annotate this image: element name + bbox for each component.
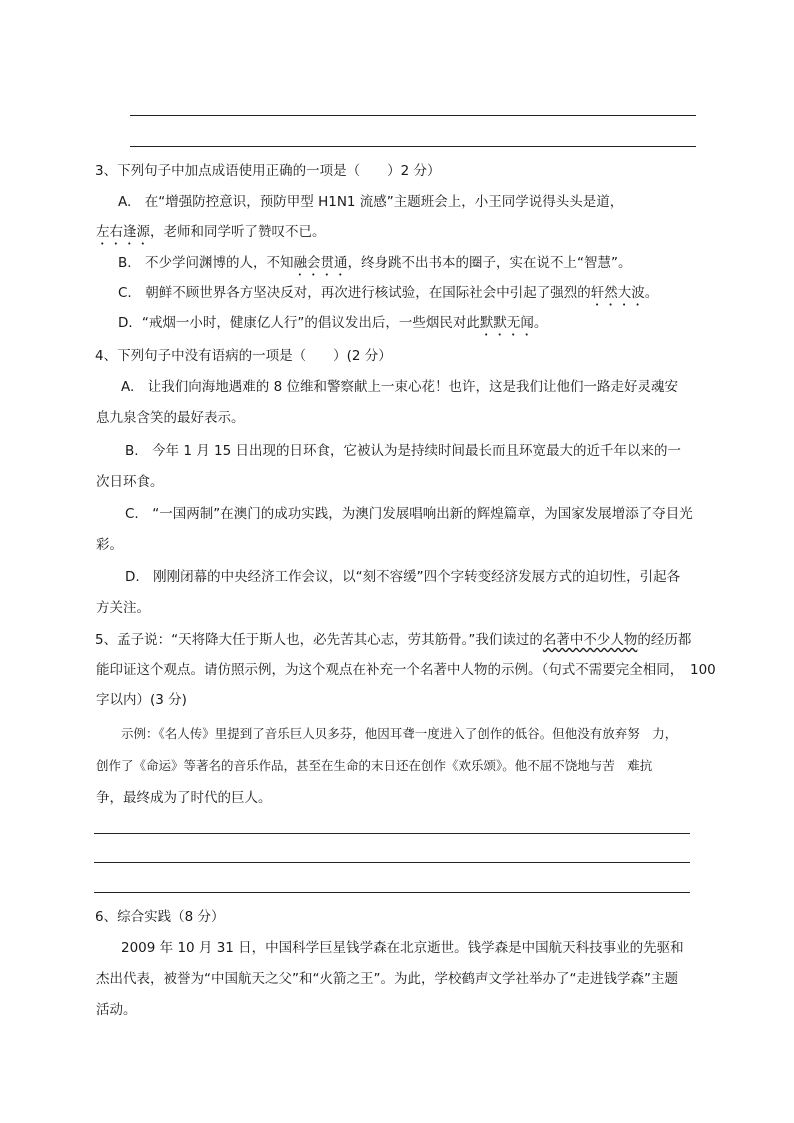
option-text: ，老师和同学听了赞叹不已。 <box>150 224 326 240</box>
question-5-stem-line2: 能印证这个观点。请仿照示例，为这个观点在补充一个名著中人物的示例。（句式不需要完全相同， 100 <box>96 662 716 678</box>
question-6-paragraph-line3: 活动。 <box>96 1002 137 1018</box>
question-4-stem: 4、下列句子中没有语病的一项是（ ）(2 分） <box>95 348 392 364</box>
stem-text: 的经历都 <box>637 632 692 648</box>
question-4-option-d-line2: 方关注。 <box>96 600 150 616</box>
emphasis-wavy: 名著中不少人物 <box>542 632 638 648</box>
stem-text: 5、孟子说：“天将降大任于斯人也，必先苦其心志，劳其筋骨。”我们读过的 <box>95 632 543 648</box>
question-3-option-a-line2 <box>96 222 326 248</box>
idiom-emphasis: 融会贯通 <box>293 255 348 271</box>
question-4-option-b-line1: B. 今年 1 月 15 日出现的日环食，它被认为是持续时间最长而且环宽最大的近千年以来的一 <box>125 443 681 459</box>
question-5-stem-line1 <box>95 630 691 650</box>
option-text: D．“戒烟一小时，健康亿人行”的倡议发出后，一些烟民对此 <box>118 315 480 331</box>
answer-line-top-1 <box>130 115 696 116</box>
question-6-paragraph-line2: 杰出代表，被誉为“中国航天之父”和“火箭之王”。为此，学校鹤声文学社举办了“走进钱学森”主题 <box>96 971 678 987</box>
question-4-option-c-line1: C. “一国两制”在澳门的成功实践，为澳门发展唱响出新的辉煌篇章，为国家发展增添了夺目光 <box>125 506 693 522</box>
question-4-option-c-line2: 彩。 <box>96 537 123 553</box>
answer-line-top-2 <box>130 146 696 147</box>
question-4-option-a-line2: 息九泉含笑的最好表示。 <box>96 410 245 426</box>
answer-line-q5-2 <box>94 862 690 863</box>
option-text: 。 <box>644 285 659 301</box>
question-6-stem: 6、综合实践（8 分） <box>95 909 225 925</box>
question-3-stem: 3、下列句子中加点成语使用正确的一项是（ ）2 分） <box>95 163 441 179</box>
answer-line-q5-1 <box>94 833 690 834</box>
question-3-option-d <box>118 313 547 339</box>
option-text: ，终身跳不出书本的圈子，实在说不上“智慧”。 <box>347 255 632 271</box>
question-4-option-b-line2: 次日环食。 <box>96 474 164 490</box>
idiom-emphasis: 左右逢源 <box>96 224 150 240</box>
question-6-paragraph-line1: 2009 年 10 月 31 日，中国科学巨星钱学森在北京逝世。钱学森是中国航天科技事业的先驱和 <box>121 940 684 956</box>
option-text: 。 <box>533 315 548 331</box>
idiom-emphasis: 轩然大波 <box>590 285 645 301</box>
question-3-option-c <box>118 283 658 309</box>
question-5-example-line3: 争，最终成为了时代的巨人。 <box>96 790 272 806</box>
question-3-option-b <box>118 253 632 279</box>
answer-line-q5-3 <box>94 892 690 893</box>
question-5-example-line2: 创作了《命运》等著名的音乐作品，甚至在生命的末日还在创作《欢乐颂》。他不屈不饶地与苦 难抗 <box>96 758 653 773</box>
question-5-example-line1: 示例：《名人传》里提到了音乐巨人贝多芬，他因耳聋一度进入了创作的低谷。但他没有放弃努 力， <box>121 726 678 741</box>
question-4-option-d-line1: D. 刚刚闭幕的中央经济工作会议，以“刻不容缓”四个字转变经济发展方式的迫切性，引起各 <box>125 569 681 585</box>
question-3-option-a-line1: A. 在“增强防控意识，预防甲型 H1N1 流感”主题班会上，小王同学说得头头是道， <box>118 194 624 210</box>
option-text: B. 不少学问渊博的人，不知 <box>118 255 294 271</box>
option-text: C. 朝鲜不顾世界各方坚决反对，再次进行核试验，在国际社会中引起了强烈的 <box>118 285 591 301</box>
idiom-emphasis: 默默无闻 <box>479 315 534 331</box>
question-5-stem-line3: 字以内）(3 分) <box>96 692 187 708</box>
question-4-option-a-line1: A. 让我们向海地遇难的 8 位维和警察献上一束心花！也许，这是我们让他们一路走好灵魂安 <box>121 379 678 395</box>
